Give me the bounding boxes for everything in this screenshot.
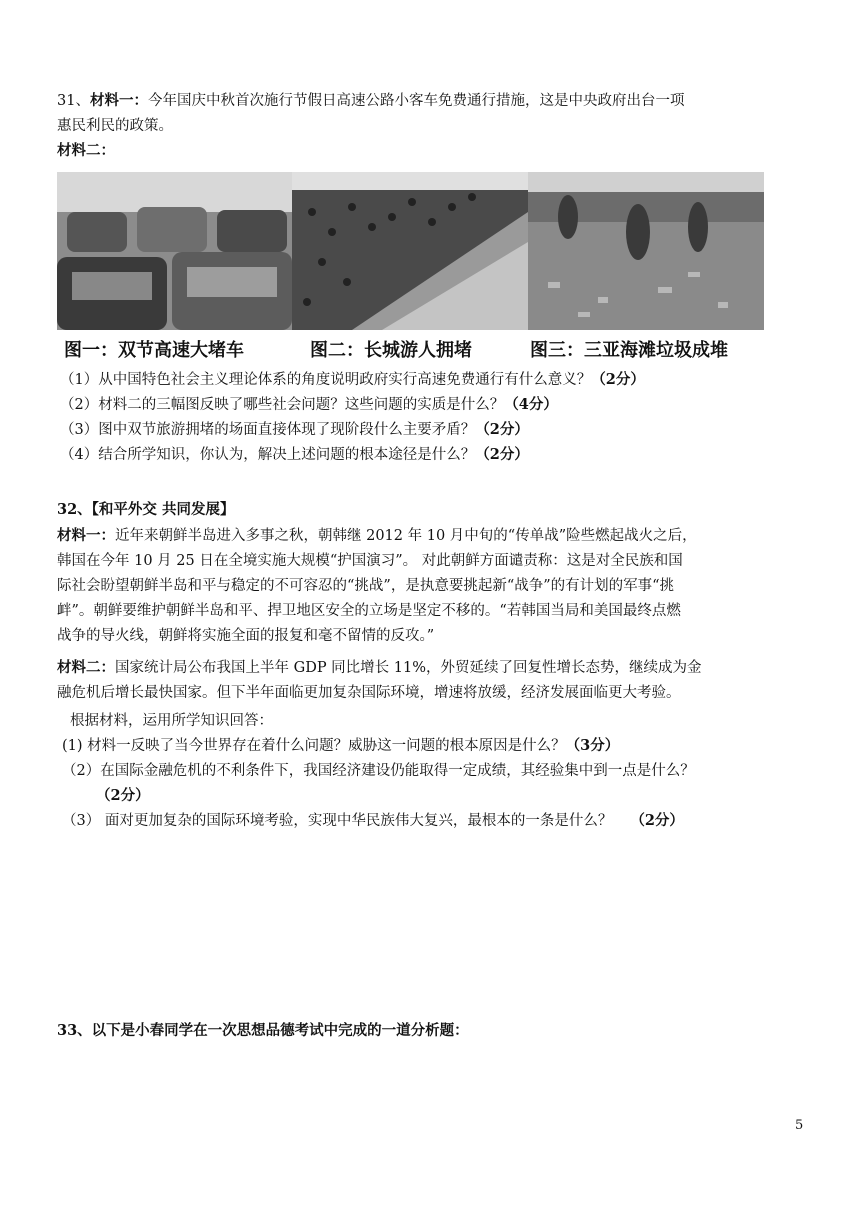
sanya-beach-garbage-photo (528, 172, 764, 330)
q32-m2-line1: 材料二：国家统计局公布我国上半年 GDP 同比增长 11%，外贸延续了回复性增长态势，继续成为金 (57, 659, 702, 676)
q32-m1-line3: 际社会盼望朝鲜半岛和平与稳定的不可容忍的“挑战”，是执意要挑起新“战争”的有计划的军事“挑 (57, 578, 675, 594)
q31-question-3: （3）图中双节旅游拥堵的场面直接体现了现阶段什么主要矛盾？（2分） (60, 421, 529, 438)
q32-intro: 根据材料，运用所学知识回答： (70, 713, 273, 729)
traffic-jam-photo (57, 172, 292, 330)
page-number: 5 (795, 1118, 804, 1133)
great-wall-crowd-photo (292, 172, 528, 330)
q32-m1-line4: 衅”。朝鲜要维护朝鲜半岛和平、捍卫地区安全的立场是坚定不移的。“若韩国当局和美国最终点燃 (57, 603, 681, 619)
figure3-caption: 图三：三亚海滩垃圾成堆 (530, 340, 728, 361)
q31-question-4: （4）结合所学知识，你认为，解决上述问题的根本途径是什么？（2分） (60, 446, 529, 463)
q32-question-2: （2）在国际金融危机的不利条件下，我国经济建设仍能取得一定成绩，其经验集中到一点是什么？ (62, 763, 695, 779)
q32-question-2-points: （2分） (96, 787, 150, 804)
q32-heading: 32、【和平外交 共同发展】 (57, 501, 235, 518)
q31-question-2: （2）材料二的三幅图反映了哪些社会问题？这些问题的实质是什么？（4分） (60, 396, 558, 413)
figure1-caption: 图一：双节高速大堵车 (64, 340, 244, 361)
q31-material2-label: 材料二： (57, 142, 115, 159)
q32-m1-line5: 战争的导火线，朝鲜将实施全面的报复和毫不留情的反攻。” (57, 628, 435, 644)
q31-material1-label: 材料一： (89, 92, 148, 109)
q33-prompt: 33、以下是小春同学在一次思想品德考试中完成的一道分析题： (57, 1022, 469, 1039)
q32-m1-line1: 材料一：近年来朝鲜半岛进入多事之秋，朝韩继 2012 年 10 月中旬的“传单战”险些燃起战火之后， (57, 527, 697, 544)
q31-question-1: （1）从中国特色社会主义理论体系的角度说明政府实行高速免费通行有什么意义？（2分） (60, 371, 645, 388)
q31-line1 (57, 91, 684, 111)
q32-question-3: （3） 面对更加复杂的国际环境考验，实现中华民族伟大复兴，最根本的一条是什么？ （2分） (62, 812, 684, 829)
q32-m2-line2: 融危机后增长最快国家。但下半年面临更加复杂国际环境，增速将放缓，经济发展面临更大考验。 (57, 685, 681, 701)
q31-number: 31、 (57, 93, 90, 109)
q32-question-1: (1) 材料一反映了当今世界存在着什么问题？威胁这一问题的根本原因是什么？（3分） (62, 737, 620, 754)
figure2-caption: 图二：长城游人拥堵 (310, 340, 472, 361)
q31-material1-text: 今年国庆中秋首次施行节假日高速公路小客车免费通行措施，这是中央政府出台一项 (147, 93, 685, 109)
q31-line2: 惠民利民的政策。 (57, 118, 173, 134)
q32-m1-line2: 韩国在今年 10 月 25 日在全境实施大规模“护国演习”。 对此朝鲜方面谴责称：这是对全民族和国 (57, 553, 683, 569)
